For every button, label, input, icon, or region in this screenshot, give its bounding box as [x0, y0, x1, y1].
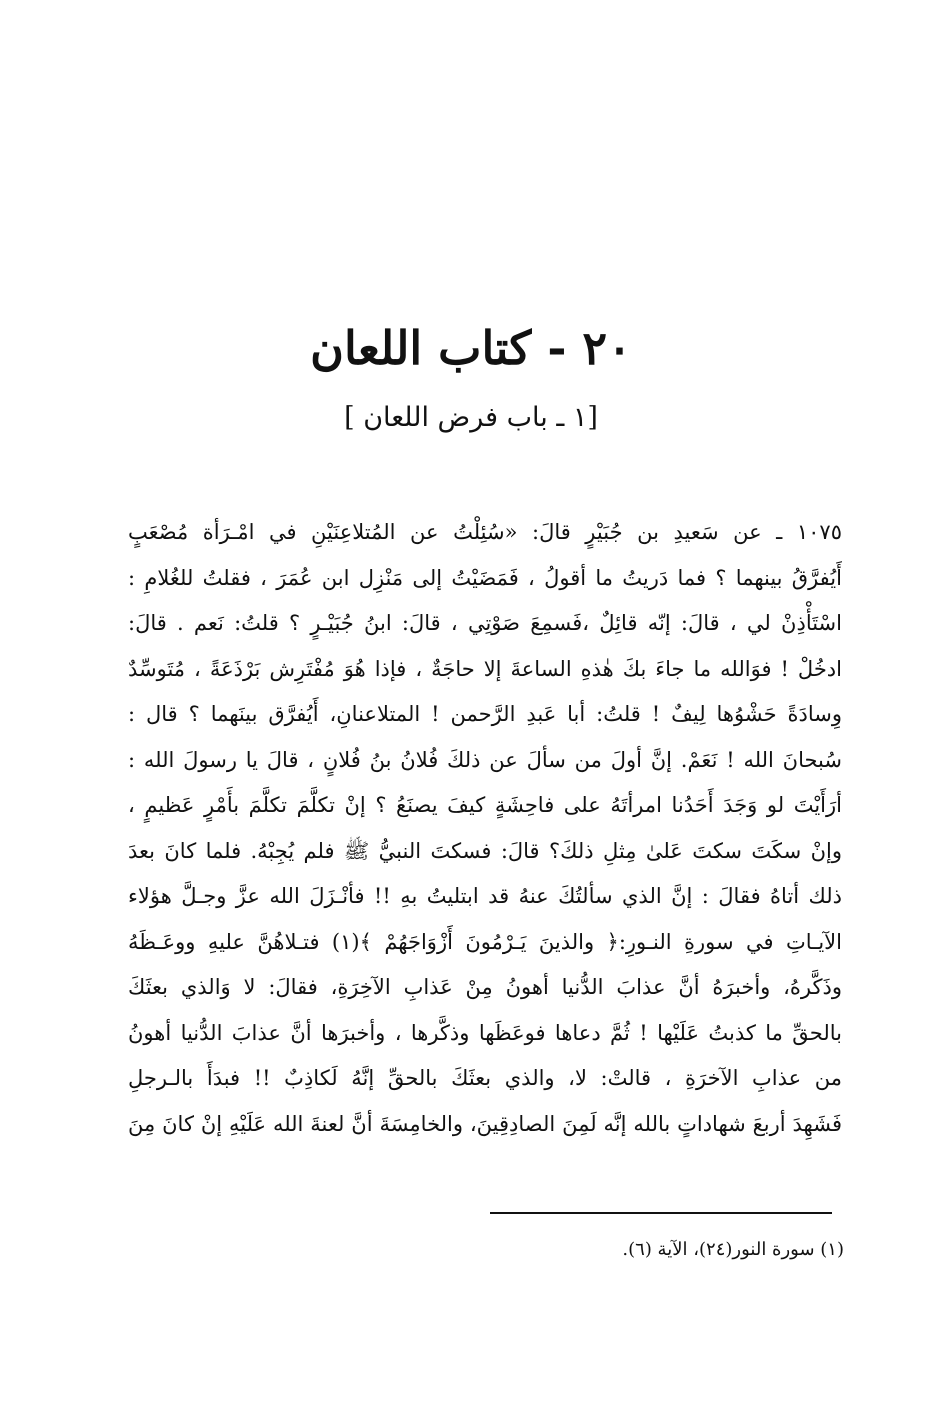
book-number: ٢٠: [582, 321, 632, 375]
book-name: كتاب اللعان: [310, 321, 532, 375]
text-line: ذلك أتاهُ فقالَ : إنَّ الذي سألتُكَ عنهُ قد ابتليتُ بهِ !! فأنْـزَلَ الله عزَّ وجـلَّ هؤلاء: [128, 884, 842, 908]
text-line: ادخُلْ ! فوَالله ما جاءَ بكَ هٰذهِ الساعةَ إلا حاجَةٌ ، فإذا هُوَ مُفْتَرِش بَرْذَعَةً ، مُتَوسِّدٌ: [128, 656, 842, 681]
text-line: سُبحانَ الله ! نَعَمْ. إنَّ أولَ من سألَ عن ذلكَ فُلانُ بنُ فُلانٍ ، قالَ يا رسولَ الله :: [128, 747, 842, 772]
book-title: [0, 318, 942, 378]
footnote-divider: [490, 1212, 832, 1214]
text-line: أَيُفرَّقُ بينهما ؟ فما دَريتُ ما أقولُ ، فَمَضَيْتُ إلى مَنْزِل ابن عُمَرَ ، فقلتُ للغُلامِ :: [128, 565, 842, 590]
text-line: اسْتَأْذِنْ لي ، قالَ: إنّه قائِلٌ ،فَسمِعَ صَوْتِي ، قالَ: ابنُ جُبَيْـرٍ ؟ قلتُ: نَعم . قالَ:: [128, 611, 842, 635]
text-line: وذَكَّرهُ، وأخبرَهُ أنَّ عذابَ الدُّنيا أهونُ مِنْ عَذابِ الآخِرَةِ، فقالَ: لا وَالذي بعثَكَ: [128, 975, 842, 999]
text-line: وإنْ سكَتَ سكتَ عَلىٰ مِثلِ ذلكَ؟ قالَ: فسكتَ النبيُّ ﷺ فلم يُجِبْهُ. فلما كانَ بعدَ: [128, 838, 842, 863]
text-line: ١٠٧٥ ـ عن سَعيدِ بن جُبَيْرٍ قالَ: «سُئِلْتُ عن المُتلاعِنَيْنِ في امْـرَأة مُصْعَبٍ: [128, 520, 842, 544]
text-line: فَشَهِدَ أربعَ شهاداتٍ بالله إنَّه لَمِنَ الصادِقِينَ، والخامِسَةَ أنَّ لعنةَ الله عَلَيْهِ إنْ كانَ مِنَ: [128, 1111, 842, 1136]
text-line: وِسادَةً حَشْوُها لِيفٌ ! قلتُ: أبا عَبدِ الرَّحمن ! المتلاعنانِ، أَيُفرَّق بينَهما ؟ قال :: [128, 702, 842, 726]
hadith-text: [128, 510, 842, 1147]
footnote: (١) سورة النور(٢٤)، الآية (٦).: [622, 1239, 844, 1260]
text-line: بالحقِّ ما كذبتُ عَلَيْها ! ثُمَّ دعاها فوعَظَها وذكَّرها ، وأخبرَها أنَّ عذابَ الدُّنيا أهونُ: [128, 1020, 842, 1045]
title-separator: -: [547, 321, 567, 375]
text-line: أرَأَيْتَ لو وَجَدَ أَحَدُنا امرأتَهُ على فاحِشَةٍ كيفَ يصنَعُ ؟ إنْ تكلَّمَ تكلَّمَ بأَمْرٍ عَظيمٍ ،: [128, 793, 842, 817]
text-line: من عذابِ الآخرَةِ ، قالتْ: لا، والذي بعثَكَ بالحقِّ إنَّهُ لَكاذِبٌ !! فبدَأَ بالـرجلِ: [128, 1066, 842, 1090]
text-line: الآيـاتِ في سورةِ النـورِ:﴿ والذينَ يَـرْمُونَ أَزْوَاجَهُمْ ﴾(١) فتـلاهُنَّ عليهِ ووعَـظَهُ: [128, 929, 842, 954]
chapter-heading: [١ ـ باب فرض اللعان ]: [344, 402, 598, 433]
